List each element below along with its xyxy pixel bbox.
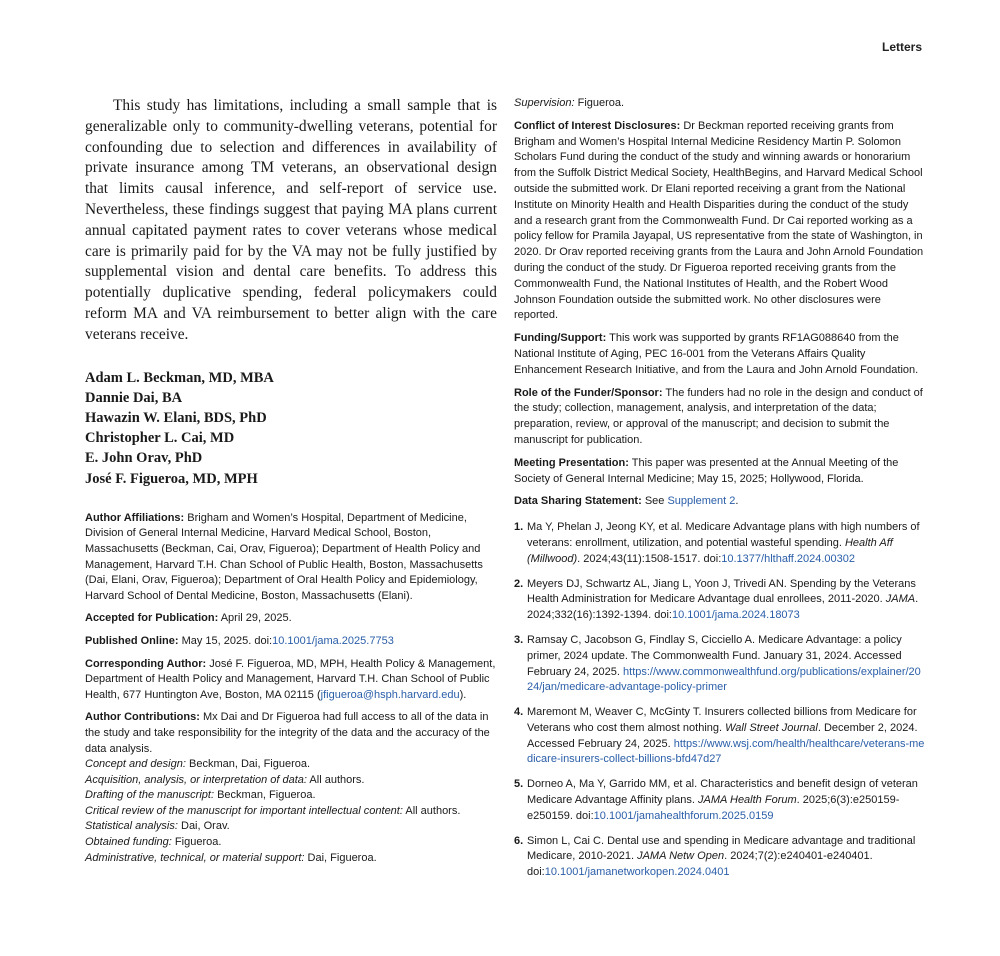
reference-text: Simon L, Cai C. Dental use and spending in Medicare advantage and traditional Medicare, 2010-2021.: [527, 834, 916, 863]
reference-text: Dorneo A, Ma Y, Garrido MM, et al. Characteristics and benefit design of veteran Medicare Advantage Affinity plans.: [527, 778, 918, 807]
author-name: E. John Orav, PhD: [85, 450, 203, 467]
reference-number: 1.: [514, 521, 524, 534]
reference-journal: Health Aff (Millwood): [527, 536, 893, 565]
body-paragraph: This study has limitations, including a small sample that is generalizable only to community-dwelling veterans, potential for confounding due to selection and differences in availability of private insurance among TM veterans, an observational design that limits causal inference, and self-report of service use. Nevertheless, these findings suggest that paying MA plans current annual capitated payment rates to cover veterans whose medical care is primarily paid for by the VA may not be fully justified by supplemental vision and dental care benefits. To address this potentially duplicative spending, federal policymakers could reform MA and VA reimbursement to better align with the care veterans receive.: [85, 97, 497, 343]
reference-journal: JAMA Health Forum: [698, 794, 797, 807]
data-sharing-statement: [514, 494, 926, 510]
reference-body: [527, 705, 926, 768]
reference-body: [527, 520, 926, 567]
reference-number: 5.: [514, 778, 524, 791]
reference-text: Meyers DJ, Schwartz AL, Jiang L, Yoon J, Trivedi AN. Spending by the Veterans Health Administration for Medicare Advantage dual enrollees, 2011-2020.: [527, 577, 916, 606]
contribution-who: All authors.: [405, 804, 461, 817]
contribution-line: [85, 773, 497, 789]
author-name: Christopher L. Cai, MD: [85, 430, 235, 447]
reference-link[interactable]: https://www.commonwealthfund.org/publications/explainer/2024/jan/medicare-advantage-policy-primer: [527, 665, 921, 694]
accepted-date: [85, 611, 497, 627]
sharing-text: See: [644, 495, 665, 508]
funder-role: [514, 386, 926, 449]
contribution-role: Supervision:: [514, 97, 575, 109]
author-name: Hawazin W. Elani, BDS, PhD: [85, 409, 267, 426]
contribution-who: Dai, Figueroa.: [307, 851, 377, 864]
reference-link[interactable]: 10.1377/hlthaff.2024.00302: [721, 552, 856, 565]
contribution-role: Administrative, technical, or material support:: [85, 851, 305, 864]
reference-number: 6.: [514, 834, 524, 847]
author-contributions: [85, 710, 497, 757]
right-column: [514, 96, 926, 890]
published-label: Published Online:: [85, 634, 179, 647]
funding-label: Funding/Support:: [514, 332, 607, 345]
email-link[interactable]: jfigueroa@hsph.harvard.edu: [320, 688, 460, 701]
published-online: [85, 634, 497, 650]
contribution-role: Drafting of the manuscript:: [85, 789, 215, 802]
reference-journal: Wall Street Journal: [725, 721, 818, 734]
contribution-line: [85, 819, 497, 835]
reference-list: [514, 520, 926, 881]
reference-body: [527, 777, 926, 824]
doi-link[interactable]: 10.1001/jama.2025.7753: [272, 634, 394, 647]
accepted-text: April 29, 2025.: [220, 612, 292, 625]
reference-text: Ramsay C, Jacobson G, Findlay S, Cicciello A. Medicare Advantage: a policy primer, 2024 update. The Commonwealth Fund. January 31, 2024. Accessed February 24, 2025.: [527, 633, 902, 678]
reference-tail: . 2025;6(3):e250159-e250159. doi:: [527, 794, 900, 822]
contribution-role: Statistical analysis:: [85, 820, 178, 833]
author-list: [85, 368, 497, 489]
sharing-label: Data Sharing Statement:: [514, 495, 642, 508]
conflict-disclosures: [514, 119, 926, 324]
reference-journal: JAMA Netw Open: [637, 850, 725, 863]
reference-body: [527, 577, 926, 624]
reference-tail: . 2024;43(11):1508-1517. doi:: [577, 552, 722, 565]
contribution-who: Beckman, Dai, Figueroa.: [188, 758, 311, 771]
sharing-end: .: [735, 495, 739, 508]
contribution-line: [85, 851, 497, 867]
contribution-line: [514, 96, 926, 112]
reference-item: [514, 633, 926, 696]
author-name: Adam L. Beckman, MD, MBA: [85, 369, 274, 386]
meeting-label: Meeting Presentation:: [514, 456, 629, 469]
funder-role-text: The funders had no role in the design and conduct of the study; collection, management, analysis, and interpretation of the data; preparation, review, or approval of the manuscript; and decision to submit the manuscript for publication.: [514, 386, 923, 446]
contribution-line: [85, 757, 497, 773]
meeting-text: This paper was presented at the Annual Meeting of the Society of General Internal Medicine; May 15, 2025; Hollywood, Florida.: [514, 456, 899, 485]
corresponding-text: José F. Figueroa, MD, MPH, Health Policy & Management, Department of Health Policy and Management, Harvard T.H. Chan School of Public Health, 677 Huntington Ave, Boston, MA 02115 (: [85, 657, 496, 701]
contribution-who: Figueroa.: [174, 836, 222, 849]
contributions-text: Mx Dai and Dr Figueroa had full access to all of the data in the study and take responsibility for the integrity of the data and the accuracy of the data analysis.: [85, 711, 490, 755]
reference-link[interactable]: 10.1001/jamahealthforum.2025.0159: [593, 809, 774, 822]
meeting-presentation: [514, 456, 926, 488]
reference-journal: JAMA: [885, 593, 916, 606]
reference-tail: . 2024;7(2):e240401-e240401. doi:: [527, 850, 873, 879]
contribution-role: Obtained funding:: [85, 836, 172, 849]
conflict-label: Conflict of Interest Disclosures:: [514, 119, 681, 132]
funding-support: [514, 331, 926, 378]
contribution-role: Critical review of the manuscript for important intellectual content:: [85, 804, 403, 817]
reference-number: 3.: [514, 633, 524, 646]
published-text: May 15, 2025. doi:: [181, 634, 273, 647]
corresponding-close: ).: [459, 688, 467, 701]
reference-item: [514, 520, 926, 567]
contribution-line: [85, 788, 497, 804]
reference-text: Ma Y, Phelan J, Jeong KY, et al. Medicare Advantage plans with high numbers of veterans: enrollment, utilization, and potential wasteful spending.: [527, 521, 920, 549]
reference-tail: . 2024;332(16):1392-1394. doi:: [527, 593, 919, 622]
author-name: José F. Figueroa, MD, MPH: [85, 470, 258, 487]
reference-link[interactable]: https://www.wsj.com/health/healthcare/veterans-medicare-insurers-collect-billions-bfd47d27: [527, 737, 925, 766]
reference-tail: . December 2, 2024. Accessed February 24, 2025.: [527, 721, 918, 750]
funder-role-label: Role of the Funder/Sponsor:: [514, 386, 663, 399]
reference-number: 2.: [514, 577, 524, 590]
reference-body: [527, 834, 926, 881]
reference-link[interactable]: 10.1001/jama.2024.18073: [671, 609, 800, 622]
accepted-label: Accepted for Publication:: [85, 612, 219, 625]
corresponding-label: Corresponding Author:: [85, 657, 207, 670]
article-metadata: [85, 511, 497, 866]
supplement-link[interactable]: Supplement 2: [667, 495, 736, 508]
contribution-who: Dai, Orav.: [181, 820, 230, 833]
author-affiliations: [85, 511, 497, 605]
contribution-line: [85, 835, 497, 851]
contributions-label: Author Contributions:: [85, 711, 200, 724]
reference-item: [514, 834, 926, 881]
left-column: [85, 96, 497, 866]
reference-item: [514, 777, 926, 824]
affiliations-label: Author Affiliations:: [85, 511, 185, 524]
funding-text: This work was supported by grants RF1AG088640 from the National Institute of Aging, PEC 16-001 from the Veterans Affairs Quality Enhancement Research Initiative, and from the Laura and John Arnold Foundation.: [514, 332, 919, 376]
author-name: Dannie Dai, BA: [85, 389, 183, 406]
reference-item: [514, 705, 926, 768]
contribution-who: All authors.: [309, 773, 365, 786]
contribution-who: Figueroa.: [577, 97, 625, 109]
reference-text: Maremont M, Weaver C, McGinty T. Insurers collected billions from Medicare for Veterans who cost them almost nothing.: [527, 706, 917, 734]
reference-number: 4.: [514, 706, 524, 719]
section-label: Letters: [881, 40, 922, 54]
reference-body: [527, 633, 926, 696]
affiliations-text: Brigham and Women’s Hospital, Department of Medicine, Division of General Internal Medicine, Harvard Medical School, Boston, Massachusetts (Beckman, Cai, Orav, Figueroa); Department of Health Policy and Management, Harvard T.H. Chan School of Public Health, Boston, Massachusetts (Dai, Elani, Orav, Figueroa); Department of Oral Health Policy and Epidemiology, Harvard School of Dental Medicine, Boston, Massachusetts (Elani).: [85, 511, 483, 602]
conflict-text: Dr Beckman reported receiving grants from Brigham and Women’s Hospital Internal Medicine Residency Martin P. Solomon Scholars Fund during the conduct of the study and winning awards or honorarium from the Suffolk District Medical Society, HealthBegins, and Harvard Medical School outside the submitted work. Dr Elani reported receiving a grant from the National Institute on Minority Health and Health Disparities during the conduct of the study and a research grant from the Commonwealth Fund. Dr Cai reported working as a policy fellow for Pramila Jayapal, US representative from the state of Washington, in 2020. Dr Orav reported receiving grants from the Laura and John Arnold Foundation during the conduct of the study. Dr Figueroa reported receiving grants from the Commonwealth Fund, the National Institutes of Health, and the Robert Wood Johnson Foundation outside the submitted work. No other disclosures were reported.: [514, 119, 924, 322]
reference-item: [514, 577, 926, 624]
corresponding-author: [85, 657, 497, 704]
reference-link[interactable]: 10.1001/jamanetworkopen.2024.0401: [544, 866, 730, 879]
contribution-role: Concept and design:: [85, 758, 186, 771]
contribution-who: Beckman, Figueroa.: [217, 789, 316, 802]
contribution-line: [85, 804, 497, 820]
contribution-role: Acquisition, analysis, or interpretation of data:: [85, 773, 307, 786]
